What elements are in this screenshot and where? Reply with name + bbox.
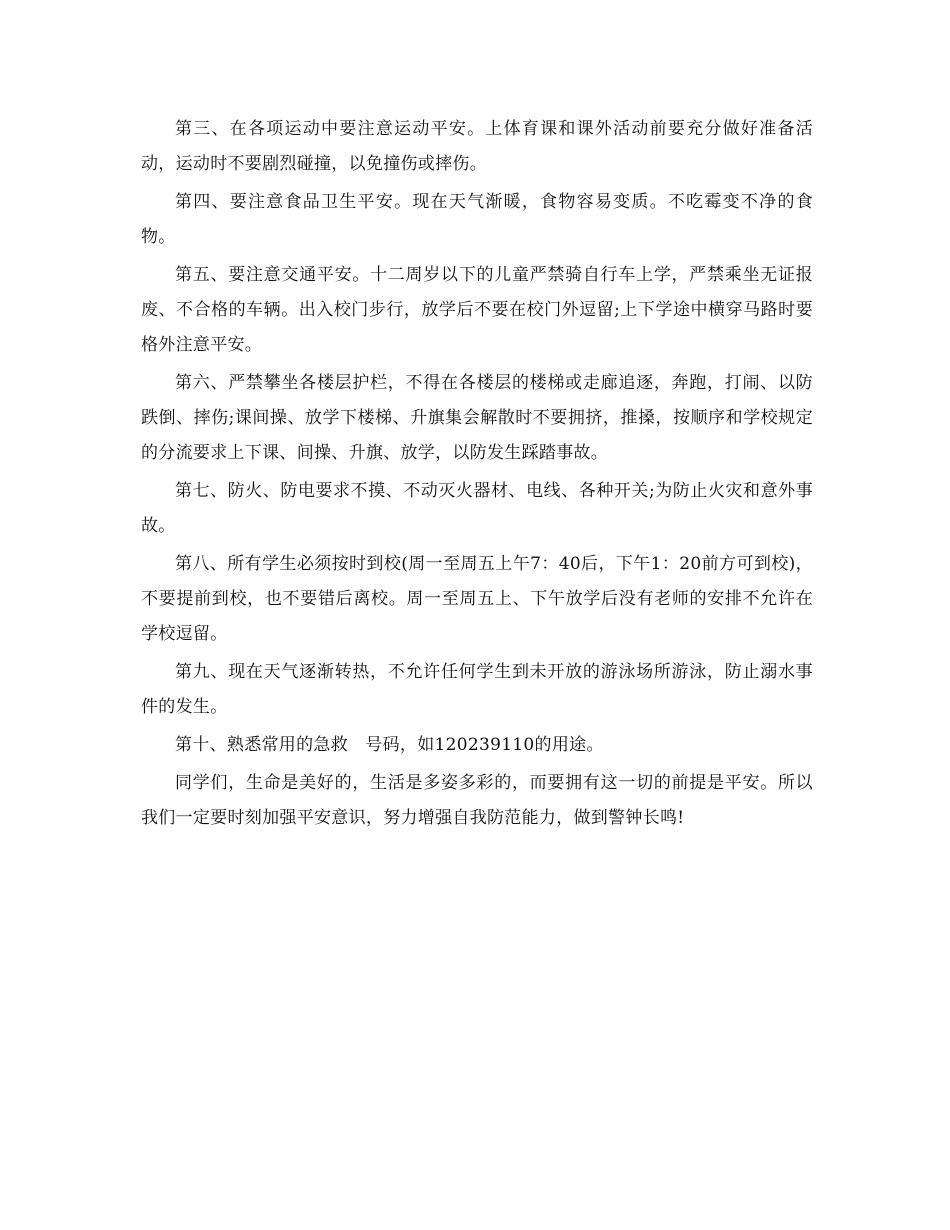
paragraph-swimming-safety: 第九、现在天气逐渐转热，不允许任何学生到未开放的游泳场所游泳，防止溺水事件的发生。 (141, 662, 813, 717)
paragraph-fire-electric-safety: 第七、防火、防电要求不摸、不动灭火器材、电线、各种开关;为防止火灾和意外事故。 (141, 481, 813, 536)
paragraph-emergency-numbers: 第十、熟悉常用的急救 号码，如120239110的用途。 (175, 735, 604, 755)
document-body (141, 112, 813, 839)
paragraph-traffic-safety: 第五、要注意交通平安。十二周岁以下的儿童严禁骑自行车上学，严禁乘坐无证报废、不合格的车辆。出入校门步行，放学后不要在校门外逗留;上下学途中横穿马路时要格外注意平安。 (141, 265, 813, 355)
paragraph-arrival-time: 第八、所有学生必须按时到校(周一至周五上午7：40后，下午1：20前方可到校)，不要提前到校，也不要错后离校。周一至周五上、下午放学后没有老师的安排不允许在学校逗留。 (141, 554, 813, 644)
paragraph-sports-safety: 第三、在各项运动中要注意运动平安。上体育课和课外活动前要充分做好准备活动，运动时不要剧烈碰撞，以免撞伤或摔伤。 (141, 119, 813, 174)
paragraph-food-safety: 第四、要注意食品卫生平安。现在天气渐暖，食物容易变质。不吃霉变不净的食物。 (141, 192, 813, 247)
paragraph-closing: 同学们，生命是美好的，生活是多姿多彩的，而要拥有这一切的前提是平安。所以我们一定要时刻加强平安意识，努力增强自我防范能力，做到警钟长鸣! (141, 773, 813, 828)
paragraph-stairway-safety: 第六、严禁攀坐各楼层护栏，不得在各楼层的楼梯或走廊追逐，奔跑，打闹、以防跌倒、摔伤;课间操、放学下楼梯、升旗集会解散时不要拥挤，推搡，按顺序和学校规定的分流要求上下课、间操、升旗、放学，以防发生踩踏事故。 (141, 373, 813, 463)
